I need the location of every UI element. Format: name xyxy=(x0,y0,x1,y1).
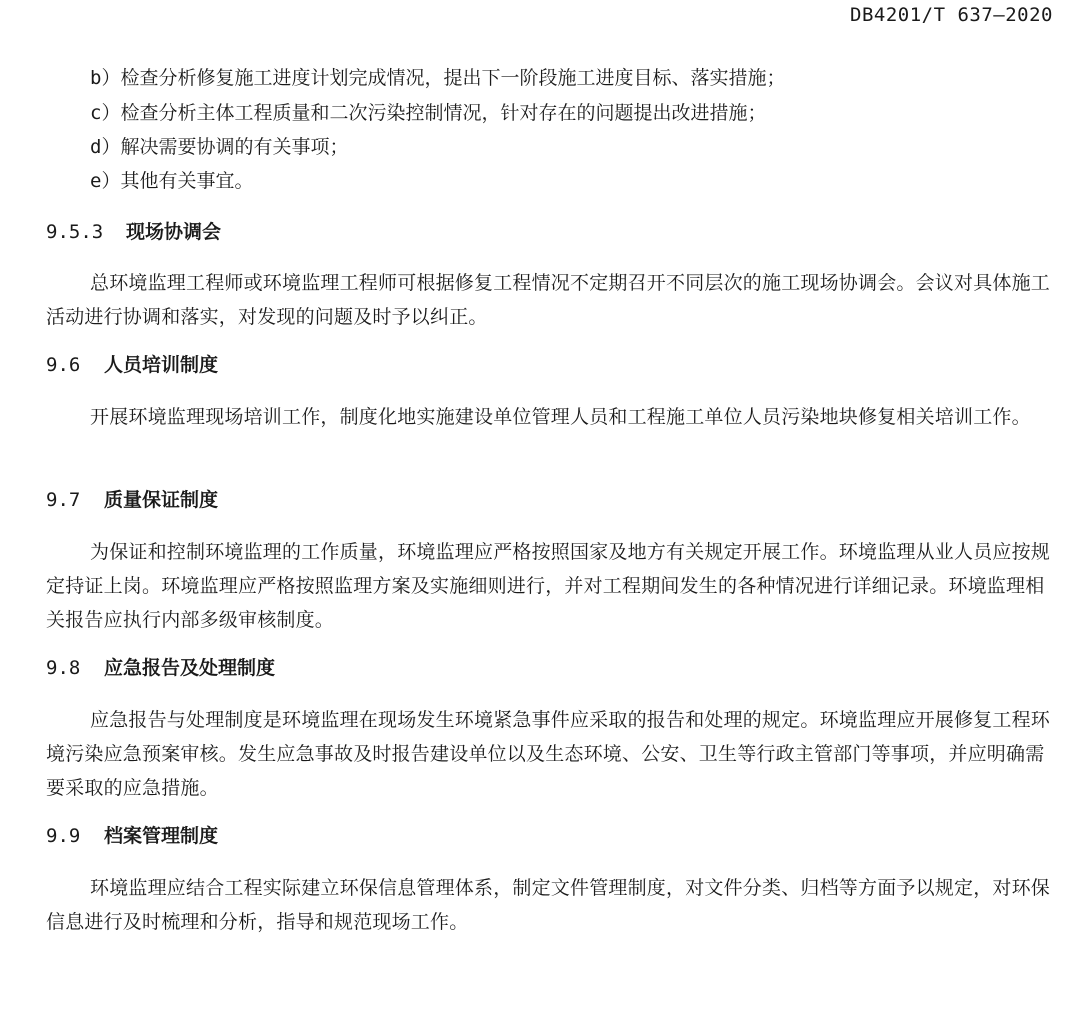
section-paragraph: 为保证和控制环境监理的工作质量，环境监理应严格按照国家及地方有关规定开展工作。环境监理从业人员应按规定持证上岗。环境监理应严格按照监理方案及实施细则进行，并对工程期间发生的各种情况进行详细记录。环境监理相关报告应执行内部多级审核制度。 xyxy=(46,541,1051,631)
list-marker: b） xyxy=(90,67,121,89)
list-text: 解决需要协调的有关事项； xyxy=(120,136,349,158)
section-number: 9.5.3 xyxy=(46,221,104,243)
section-paragraph: 总环境监理工程师或环境监理工程师可根据修复工程情况不定期召开不同层次的施工现场协调会。会议对具体施工活动进行协调和落实，对发现的问题及时予以纠正。 xyxy=(46,272,1051,328)
section-heading xyxy=(46,656,275,680)
section-number: 9.8 xyxy=(46,657,81,679)
section-title: 应急报告及处理制度 xyxy=(104,657,276,679)
list-text: 检查分析主体工程质量和二次污染控制情况，针对存在的问题提出改进措施； xyxy=(120,102,767,124)
list-marker: c） xyxy=(90,102,121,124)
section-heading xyxy=(46,353,218,377)
section-paragraph: 开展环境监理现场培训工作，制度化地实施建设单位管理人员和工程施工单位人员污染地块修复相关培训工作。 xyxy=(90,406,1031,428)
list-item xyxy=(90,101,766,125)
list-item xyxy=(90,169,253,193)
section-paragraph: 应急报告与处理制度是环境监理在现场发生环境紧急事件应采取的报告和处理的规定。环境监理应开展修复工程环境污染应急预案审核。发生应急事故及时报告建设单位以及生态环境、公安、卫生等行政主管部门等事项，并应明确需要采取的应急措施。 xyxy=(46,709,1051,799)
section-heading xyxy=(46,824,218,848)
list-text: 其他有关事宜。 xyxy=(120,170,254,192)
section-title: 人员培训制度 xyxy=(104,354,219,376)
section-number: 9.9 xyxy=(46,825,81,847)
list-marker: d） xyxy=(90,136,121,158)
section-title: 现场协调会 xyxy=(126,221,222,243)
document-id: DB4201/T 637—2020 xyxy=(850,4,1053,26)
section-paragraph: 环境监理应结合工程实际建立环保信息管理体系，制定文件管理制度，对文件分类、归档等方面予以规定，对环保信息进行及时梳理和分析，指导和规范现场工作。 xyxy=(46,877,1051,933)
list-text: 检查分析修复施工进度计划完成情况，提出下一阶段施工进度目标、落实措施； xyxy=(120,67,786,89)
list-item xyxy=(90,135,348,159)
section-number: 9.7 xyxy=(46,489,81,511)
section-title: 档案管理制度 xyxy=(104,825,219,847)
list-marker: e） xyxy=(90,170,121,192)
section-title: 质量保证制度 xyxy=(104,489,219,511)
section-heading xyxy=(46,488,218,512)
section-heading xyxy=(46,220,221,244)
list-item xyxy=(90,66,785,90)
section-number: 9.6 xyxy=(46,354,81,376)
